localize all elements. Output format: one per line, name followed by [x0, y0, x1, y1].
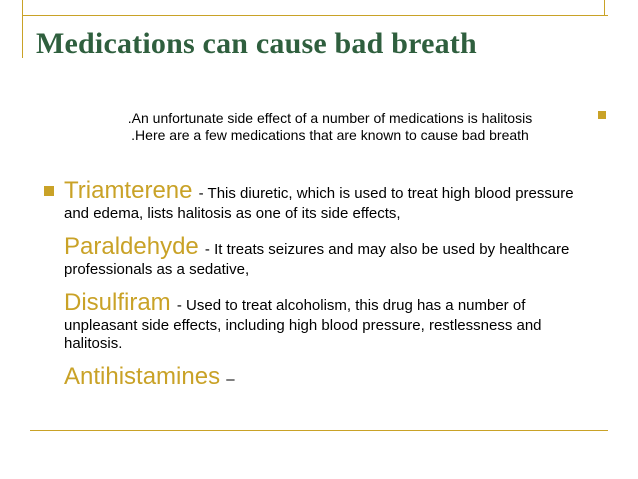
medication-entry — [64, 289, 600, 353]
medication-name: Antihistamines — [64, 363, 221, 390]
medication-description: – — [222, 371, 235, 388]
intro-paragraph — [70, 110, 590, 144]
frame-right-line — [604, 0, 605, 16]
slide-title: Medications can cause bad breath — [36, 27, 477, 60]
medication-name: Triamterene — [64, 177, 193, 204]
medication-entry — [64, 233, 600, 279]
intro-line-1: An unfortunate side effect of a number of medications is halitosis. — [127, 110, 533, 126]
frame-left-line — [22, 0, 23, 58]
medication-description: - It treats seizures and may also be used by healthcare professionals as a sedative, — [64, 241, 570, 278]
medication-list — [64, 177, 600, 401]
intro-line-2: Here are a few medications that are known to cause bad breath. — [131, 127, 529, 143]
medication-description: - This diuretic, which is used to treat high blood pressure and edema, lists halitosis as one of its side effects, — [64, 185, 574, 222]
medication-name: Paraldehyde — [64, 233, 199, 260]
medication-name: Disulfiram — [64, 289, 171, 316]
square-bullet-icon — [44, 186, 54, 196]
frame-top-line — [22, 15, 608, 16]
medication-entry — [64, 177, 600, 223]
intro-bullet-icon — [598, 111, 606, 119]
medication-description: - Used to treat alcoholism, this drug has a number of unpleasant side effects, including high blood pressure, restlessness and halitosis. — [64, 297, 542, 352]
medication-entry — [64, 363, 600, 391]
frame-bottom-line — [30, 430, 608, 431]
